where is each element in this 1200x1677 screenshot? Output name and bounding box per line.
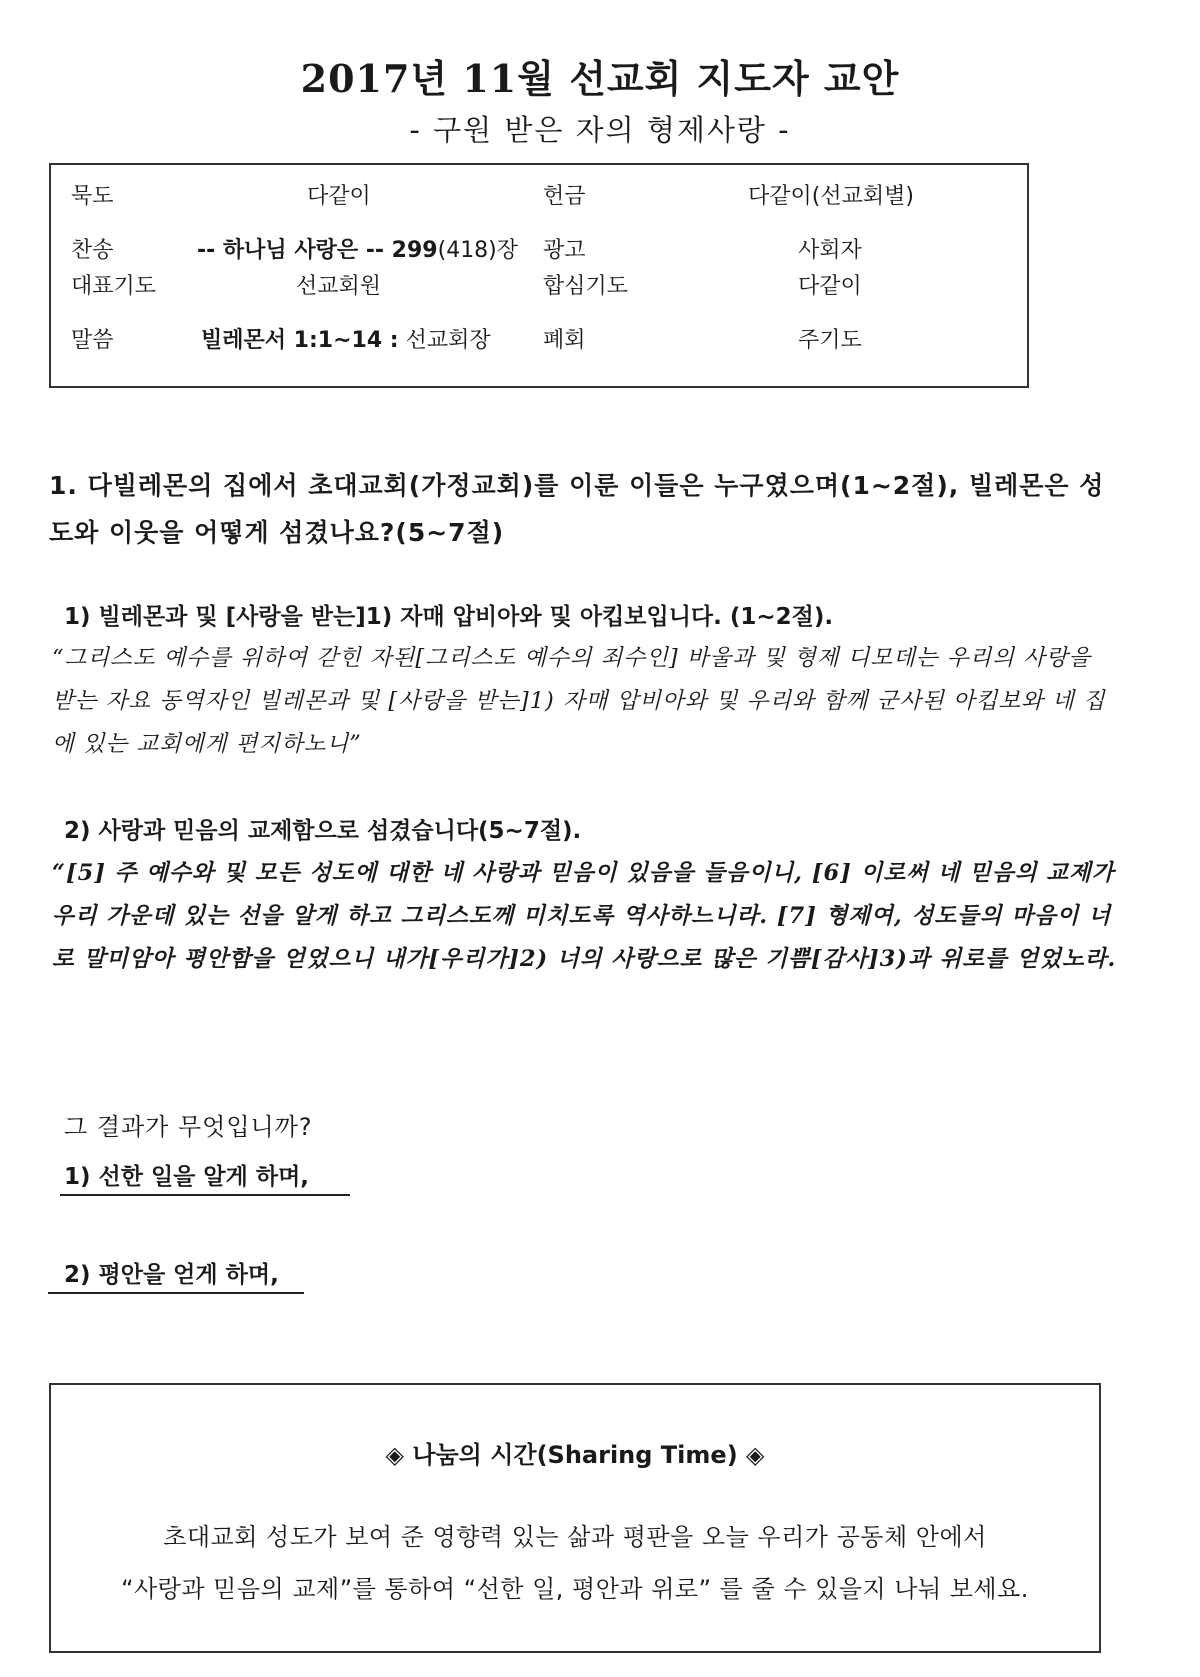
hymn-label: 찬송 [71, 238, 114, 263]
announce-label: 광고 [543, 238, 586, 263]
sharing-line-1: 초대교회 성도가 보여 준 영향력 있는 삶과 평판을 오늘 우리가 공동체 안에서 [163, 1523, 987, 1551]
answer-1: 1) 빌레몬과 및 [사랑을 받는]1) 자매 압비아와 및 아킵보입니다. (1~2절). [64, 604, 834, 630]
result-item-2-comma: , [270, 1262, 279, 1288]
unison-prayer-label: 합심기도 [543, 274, 629, 299]
question-1: 1. 다빌레몬의 집에서 초대교회(가정교회)를 이룬 이들은 누구였으며(1~2절), 빌레몬은 성도와 이웃을 어떻게 섬겼나요?(5~7절) [49, 471, 1105, 547]
silent-prayer-label: 묵도 [71, 184, 114, 209]
sharing-title: ◈ 나눔의 시간(Sharing Time) ◈ [385, 1441, 765, 1469]
hymn-title: -- 하나님 사랑은 -- 299 [197, 238, 438, 263]
closing-label: 폐회 [543, 328, 586, 353]
result-item-2 [64, 1256, 279, 1289]
offering-value: 다같이(선교회별) [748, 184, 914, 209]
sharing-time-box [49, 1383, 1101, 1653]
hymn-value [197, 233, 518, 264]
page-title: 2017년 11월 선교회 지도자 교안 [300, 56, 900, 101]
sharing-text [51, 1511, 1099, 1615]
result-item-2-underline [48, 1292, 304, 1294]
sermon-value [201, 323, 491, 354]
announce-value: 사회자 [798, 238, 862, 263]
hymn-number-old: (418)장 [437, 238, 519, 263]
closing-value: 주기도 [798, 328, 862, 353]
silent-prayer-value: 다같이 [307, 184, 371, 209]
result-item-1-text: 1) 선한 일을 알게 하며 [64, 1164, 301, 1190]
scripture-quote-1: “그리스도 예수를 위하여 갇힌 자된[그리스도 예수의 죄수인] 바울과 및 형제 디모데는 우리의 사랑을 받는 자요 동역자인 빌레몬과 및 [사랑을 받는]1) 자매 압비아와 및 우리와 함께 군사된 아킵보와 네 집에 있는 교회에게 편지하노니” [52, 645, 1106, 757]
worship-order-box [49, 163, 1029, 388]
rep-prayer-label: 대표기도 [71, 274, 157, 299]
result-item-1 [64, 1158, 309, 1191]
sermon-speaker: 선교회장 [405, 328, 491, 353]
result-item-1-underline [60, 1194, 350, 1196]
result-question: 그 결과가 무엇입니까? [64, 1113, 313, 1141]
sermon-scripture: 빌레몬서 1:1~14 : [201, 328, 399, 353]
scripture-quote-2: “[5] 주 예수와 및 모든 성도에 대한 네 사랑과 믿음이 있음을 들음이니, [6] 이로써 네 믿음의 교제가 우리 가운데 있는 선을 알게 하고 그리스도께 미치도록 역사하느니라. [7] 형제여, 성도들의 마음이 너로 말미암아 평안함을 얻었으니 내가[우리가]2) 너의 사랑으로 많은 기쁨[감사]3)과 위로를 얻었노라. [52, 860, 1117, 972]
unison-prayer-value: 다같이 [798, 274, 862, 299]
sharing-line-2: “사랑과 믿음의 교제”를 통하여 “선한 일, 평안과 위로” 를 줄 수 있을지 나눠 보세요. [121, 1575, 1029, 1603]
sermon-label: 말씀 [71, 328, 114, 353]
answer-2: 2) 사랑과 믿음의 교제함으로 섬겼습니다(5~7절). [64, 818, 582, 844]
result-item-2-text: 2) 평안을 얻게 하며 [64, 1262, 271, 1288]
result-item-1-comma: , [300, 1164, 310, 1190]
rep-prayer-value: 선교회원 [296, 274, 382, 299]
offering-label: 헌금 [543, 184, 586, 209]
page-subtitle: - 구원 받은 자의 형제사랑 - [409, 113, 791, 147]
